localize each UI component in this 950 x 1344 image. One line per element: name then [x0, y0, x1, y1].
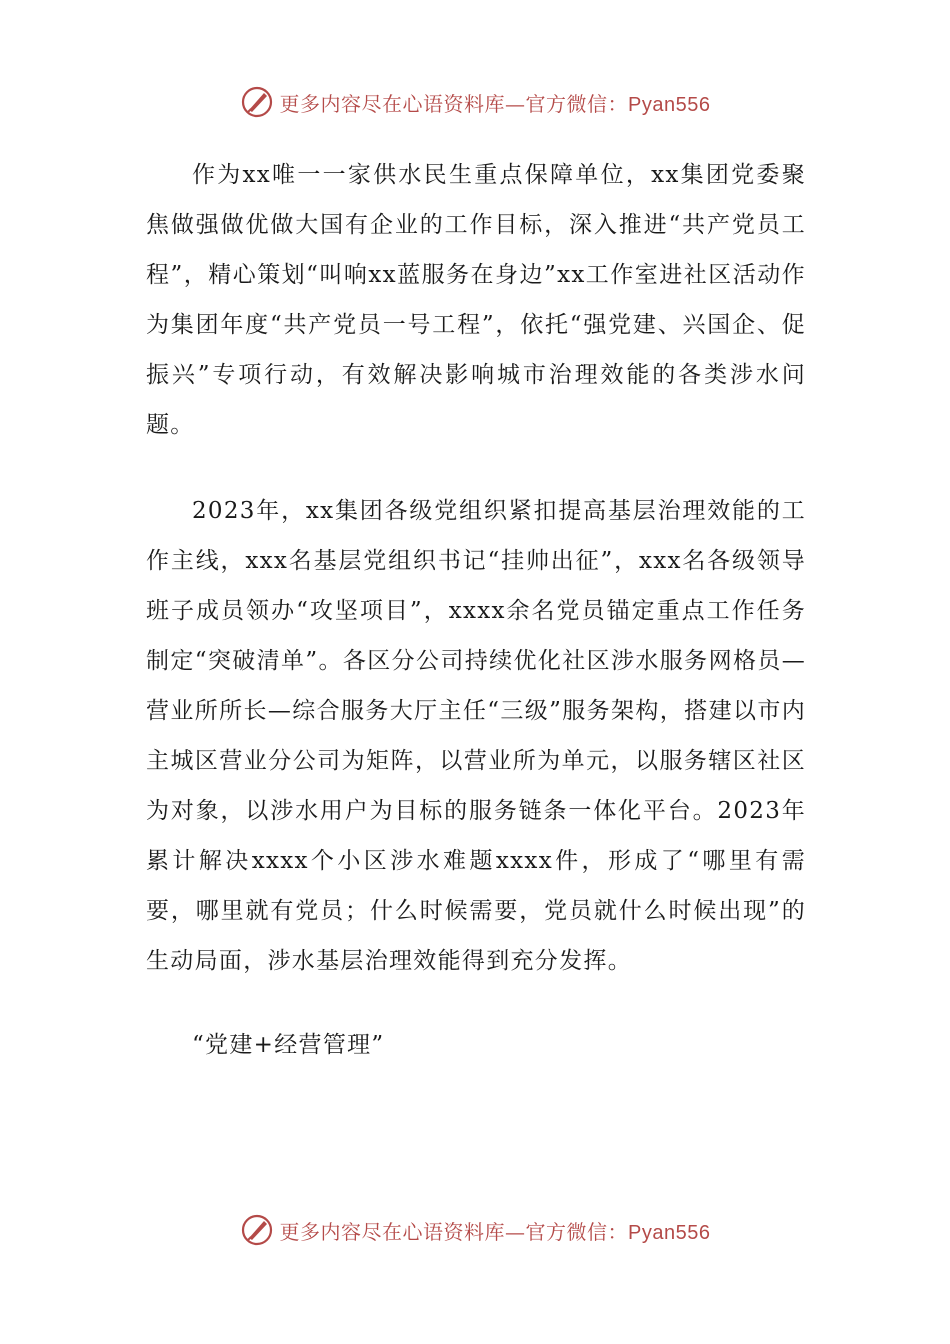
section-heading: “党建+经营管理” — [192, 1032, 385, 1058]
header-wechat-id: Pyan556 — [628, 93, 711, 116]
document-body — [146, 150, 806, 1070]
header-banner-text — [280, 88, 711, 117]
footer-banner-dash: — — [505, 1219, 526, 1244]
header-banner-title: 更多内容尽在心语资料库 — [279, 91, 506, 116]
footer-wechat-label: 官方微信： — [525, 1219, 629, 1244]
footer-banner-title: 更多内容尽在心语资料库 — [279, 1219, 506, 1244]
footer-banner — [0, 1210, 950, 1250]
footer-wechat-id: Pyan556 — [628, 1221, 711, 1244]
header-banner-dash: — — [505, 91, 526, 116]
paragraph-1: 作为xx唯一一家供水民生重点保障单位，xx集团党委聚焦做强做优做大国有企业的工作目标，深入推进“共产党员工程”，精心策划“叫响xx蓝服务在身边”xx工作室进社区活动作为集团年度“共产党员一号工程”，依托“强党建、兴国企、促振兴”专项行动，有效解决影响城市治理效能的各类涉水问题。 — [146, 162, 806, 438]
header-banner — [0, 82, 950, 122]
footer-banner-text — [280, 1216, 711, 1245]
header-wechat-label: 官方微信： — [525, 91, 629, 116]
paragraph-2: 2023年，xx集团各级党组织紧扣提高基层治理效能的工作主线，xxx名基层党组织书记“挂帅出征”，xxx名各级领导班子成员领办“攻坚项目”，xxxx余名党员锚定重点工作任务制定“突破清单”。各区分公司持续优化社区涉水服务网格员—营业所所长—综合服务大厅主任“三级”服务架构，搭建以市内主城区营业分公司为矩阵，以营业所为单元，以服务辖区社区为对象，以涉水用户为目标的服务链条一体化平台。2023年累计解决xxxx个小区涉水难题xxxx件，形成了“哪里有需要，哪里就有党员；什么时候需要，党员就什么时候出现”的生动局面，涉水基层治理效能得到充分发挥。 — [146, 498, 806, 974]
quill-logo-icon — [240, 85, 274, 119]
quill-logo-icon — [240, 1213, 274, 1247]
